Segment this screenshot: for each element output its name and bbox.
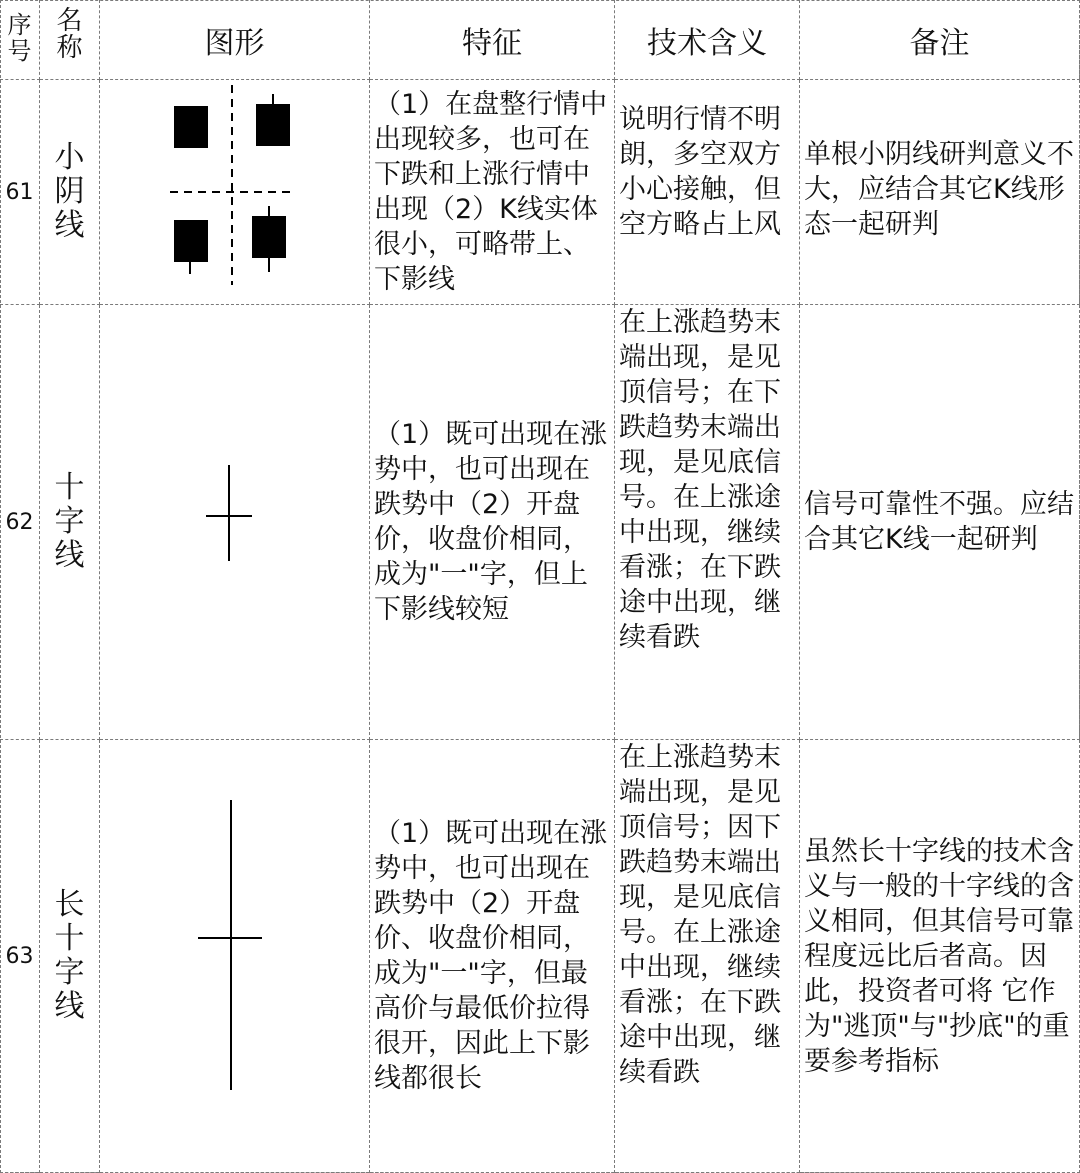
row-63-meaning: 在上涨趋势末端出现，是见顶信号；因下跌趋势末端出现，是见底信号。在上涨途中出现，继续看涨；在下跌途中出现，继续看跌 xyxy=(615,740,800,1173)
row-61-shape xyxy=(100,80,370,305)
row-61-name: 小阴线 xyxy=(40,80,100,305)
row-63-note: 虽然长十字线的技术含义与一般的十字线的含义相同，但其信号可靠程度远比后者高。因此，投资者可将 它作为"逃顶"与"抄底"的重要参考指标 xyxy=(800,740,1080,1173)
row-62-meaning: 在上涨趋势末端出现，是见顶信号；在下跌趋势末端出现，是见底信号。在上涨途中出现，继续看涨；在下跌途中出现，继续看跌 xyxy=(615,305,800,740)
row-61-seq: 61 xyxy=(0,80,40,305)
row-61-meaning: 说明行情不明朗，多空双方小心接触，但空方略占上风 xyxy=(615,80,800,305)
row-61-feature: （1）在盘整行情中出现较多，也可在下跌和上涨行情中出现（2）K线实体很小，可略带上、下影线 xyxy=(370,80,615,305)
doji-cross-icon xyxy=(100,305,370,740)
header-shape: 图形 xyxy=(100,0,370,80)
row-62-shape xyxy=(100,305,370,740)
row-63-name: 长十字线 xyxy=(40,740,100,1173)
small-bearish-candlesticks-icon xyxy=(100,80,370,305)
row-62-note: 信号可靠性不强。应结合其它K线一起研判 xyxy=(800,305,1080,740)
header-note: 备注 xyxy=(800,0,1080,80)
header-meaning: 技术含义 xyxy=(615,0,800,80)
row-61-note: 单根小阴线研判意义不大，应结合其它K线形态一起研判 xyxy=(800,80,1080,305)
long-legged-doji-icon xyxy=(100,740,370,1173)
header-name: 名称 xyxy=(40,0,100,80)
row-62-seq: 62 xyxy=(0,305,40,740)
row-63-seq: 63 xyxy=(0,740,40,1173)
row-62-feature: （1）既可出现在涨势中，也可出现在跌势中（2）开盘价，收盘价相同，成为"一"字，但上下影线较短 xyxy=(370,305,615,740)
header-seq: 序号 xyxy=(0,0,40,80)
header-feature: 特征 xyxy=(370,0,615,80)
row-62-name: 十字线 xyxy=(40,305,100,740)
row-63-shape xyxy=(100,740,370,1173)
row-63-feature: （1）既可出现在涨势中，也可出现在跌势中（2）开盘价、收盘价相同，成为"一"字，但最高价与最低价拉得很开，因此上下影线都很长 xyxy=(370,740,615,1173)
